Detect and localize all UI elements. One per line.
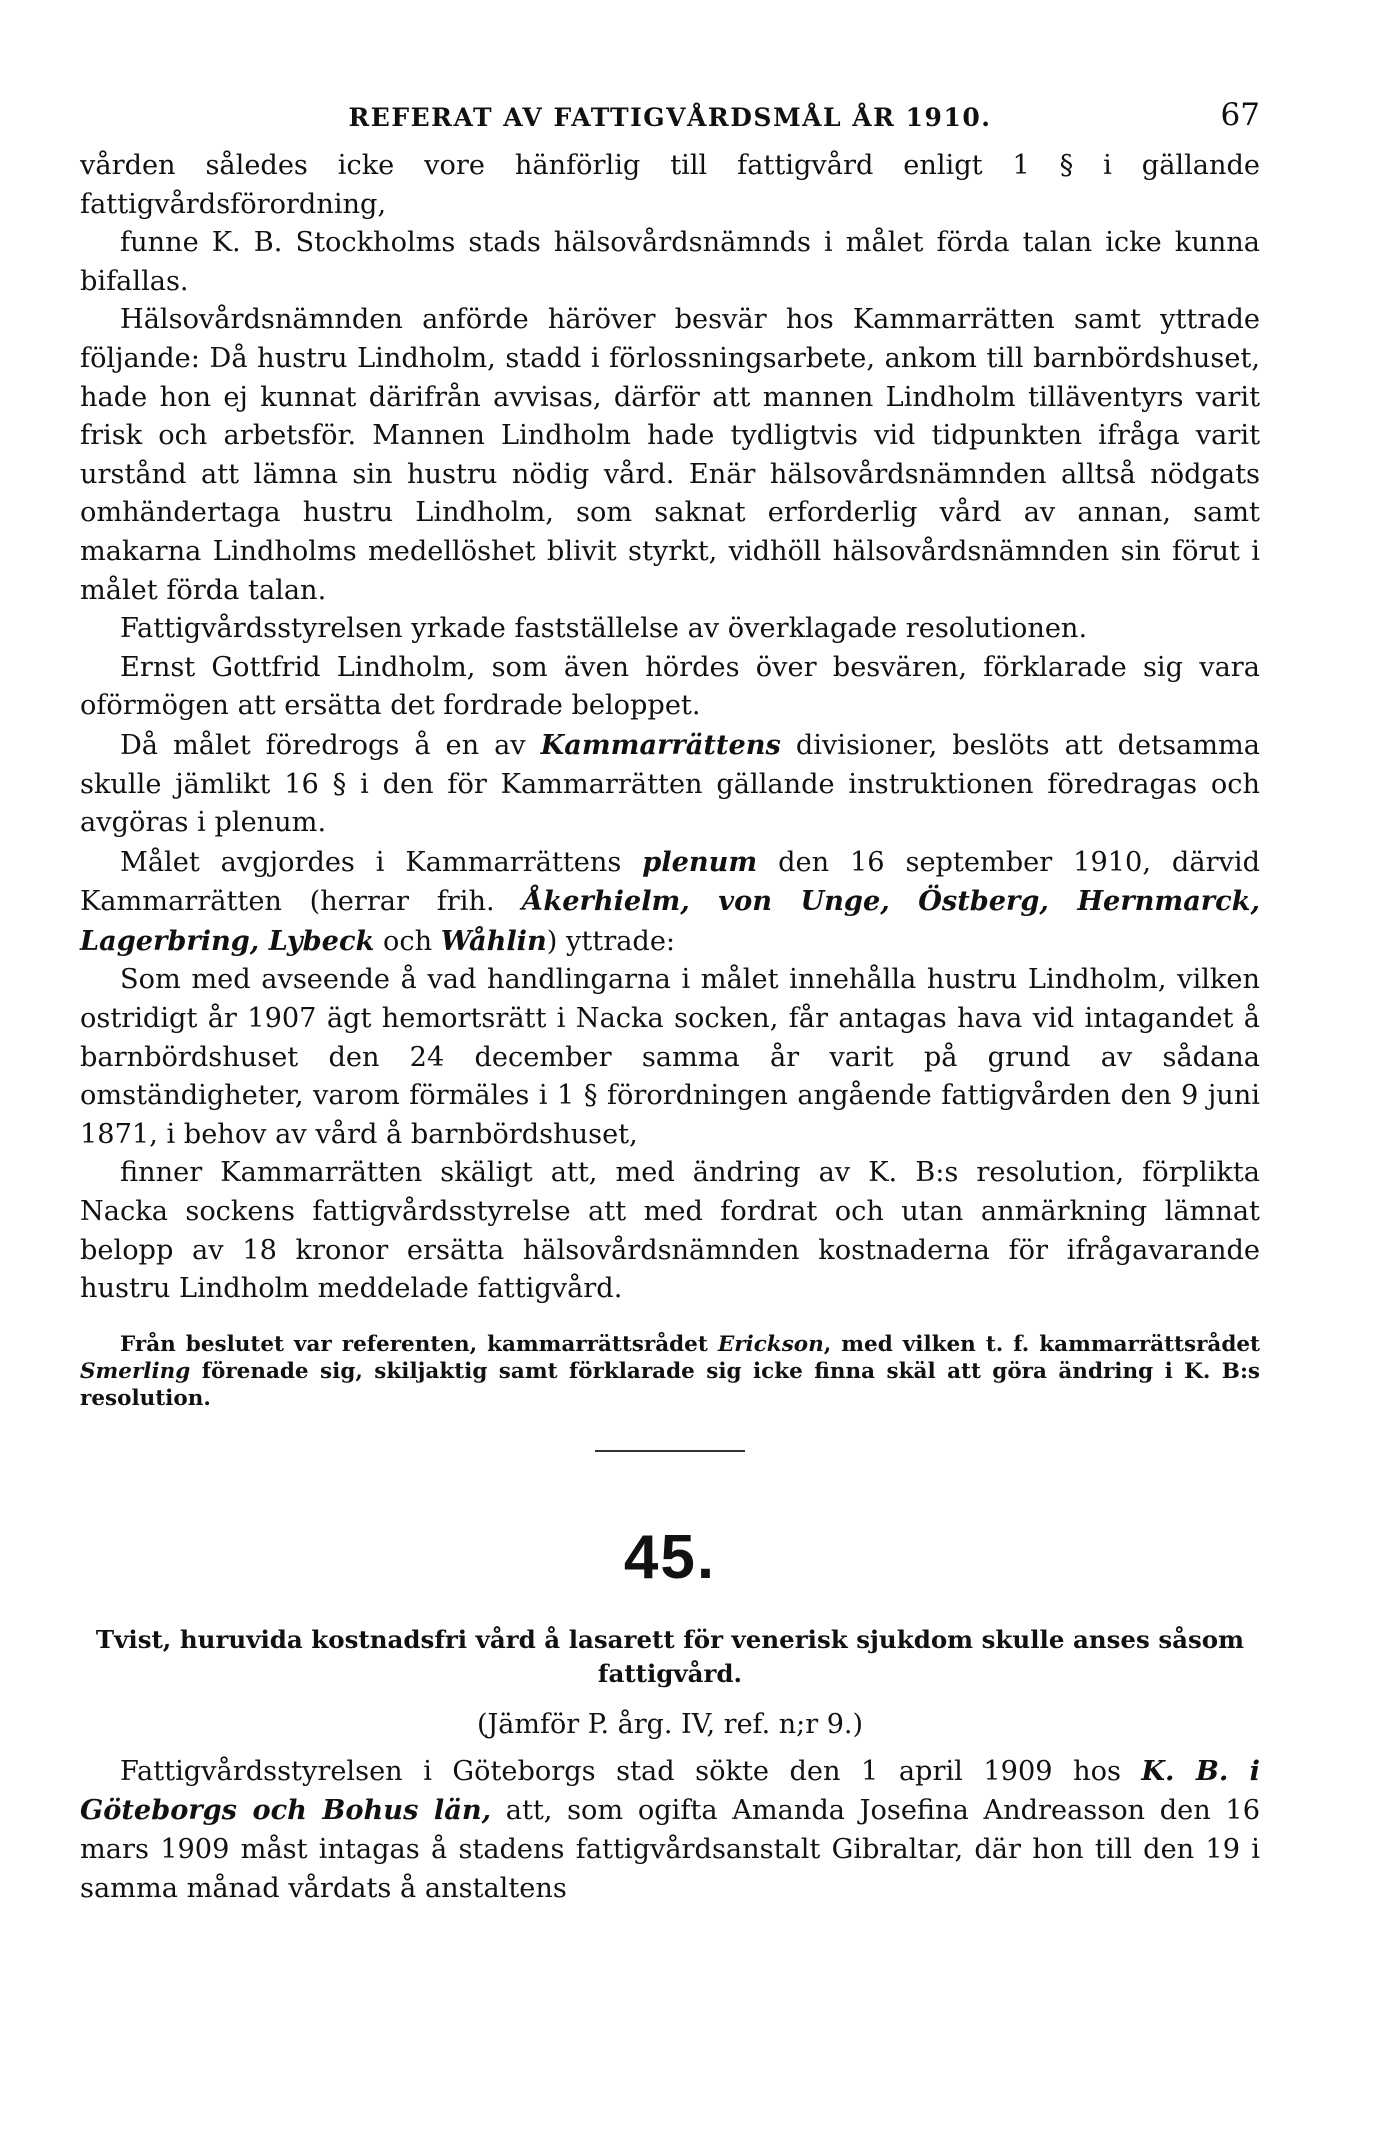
footnote-text-c: , med vilken t. f. kammarrättsrådet (823, 1331, 1260, 1357)
paragraph-7-italic-plenum: plenum (642, 845, 758, 878)
paragraph-7-italic-wahlin: Wåhlin (440, 924, 547, 957)
paragraph-3: Hälsovårdsnämnden anförde häröver besvär hos Kammarrätten samt yttrade följande: Då hustru Lindholm, stadd i förlossningsarbete, ankom till barnbördshuset, hade hon ej kunnat därifrån avvisas, därför att mannen Lindholm tilläventyrs varit frisk och arbetsför. Mannen Lindholm hade tydligtvis vid tidpunkten ifråga varit urstånd att lämna sin hustru nödig vård. Enär hälsovårdsnämnden alltså nödgats omhändertaga hustru Lindholm, som saknat erforderlig vård av annan, samt makarna Lindholms medellöshet blivit styrkt, vidhöll hälsovårdsnämnden sin förut i målet förda talan. (80, 304, 1260, 606)
paragraph-7-text-e: och (374, 925, 441, 957)
paragraph-6 (80, 726, 1260, 843)
case-title: Tvist, huruvida kostnadsfri vård å lasarett för venerisk sjukdom skulle anses såsom fattigvård. (95, 1624, 1245, 1688)
body-text (80, 147, 1260, 1309)
page-number: 67 (1220, 97, 1260, 133)
footnote-italic-erickson: Erickson (717, 1331, 824, 1357)
case-text-c: att, som ogifta Amanda Josefina Andreasson den 16 mars 1909 måst intagas å stadens fattigvårdsanstalt Gibraltar, där hon till den 19 i samma månad vårdats å anstaltens (80, 1795, 1261, 1904)
paragraph-7-text-a: Målet avgjordes i Kammarrättens (120, 846, 643, 878)
paragraph-7-text-c: den 16 september 1910, därvid Kammarrätten (herrar frih. (80, 846, 1260, 918)
case-italic-authority: K. B. i Göteborgs och Bohus län, (80, 1754, 1260, 1827)
paragraph-1: vården således icke vore hänförlig till fattigvård enligt 1 § i gällande fattigvårdsförordning, (80, 150, 1260, 220)
case-paragraph-1 (80, 1752, 1260, 1908)
paragraph-9: finner Kammarrätten skäligt att, med ändring av K. B:s resolution, förplikta Nacka sockens fattigvårdsstyrelse att med fordrat och utan anmärkning lämnat belopp av 18 kronor ersätta hälsovårdsnämnden kostnaderna för ifrågavarande hustru Lindholm meddelade fattigvård. (80, 1157, 1260, 1305)
document-page (80, 95, 1260, 1908)
case-reference: (Jämför P. årg. IV, ref. n;r 9.) (476, 1708, 864, 1740)
case-text-a: Fattigvårdsstyrelsen i Göteborgs stad sökte den 1 april 1909 hos (120, 1755, 1142, 1787)
footnote-text-e: förenade sig, skiljaktig samt förklarade sig icke finna skäl att göra ändring i K. B:s resolution. (80, 1358, 1260, 1411)
footnote-text-a: Från beslutet var referenten, kammarrättsrådet (120, 1331, 718, 1357)
case-body (80, 1752, 1260, 1908)
page-header (80, 95, 1260, 147)
paragraph-2: funne K. B. Stockholms stads hälsovårdsnämnds i målet förda talan icke kunna bifallas. (80, 227, 1260, 297)
paragraph-6-italic: Kammarrättens (540, 728, 781, 761)
paragraph-6-text-a: Då målet föredrogs å en av (120, 729, 541, 761)
paragraph-8: Som med avseende å vad handlingarna i målet innehålla hustru Lindholm, vilken ostridigt år 1907 ägt hemortsrätt i Nacka socken, får antagas hava vid intagandet å barnbördshuset den 24 december samma år varit på grund av sådana omständigheter, varom förmäles i 1 § förordningen angående fattigvården den 9 juni 1871, i behov av vård å barnbördshuset, (80, 964, 1260, 1150)
paragraph-7 (80, 843, 1260, 962)
paragraph-4: Fattigvårdsstyrelsen yrkade fastställelse av överklagade resolutionen. (120, 613, 1088, 645)
footnote (80, 1331, 1260, 1412)
paragraph-6-text-c: divisioner, beslöts att detsamma skulle jämlikt 16 § i den för Kammarrätten gällande instruktionen föredragas och avgöras i plenum. (80, 729, 1260, 839)
case-number: 45. (623, 1522, 717, 1592)
paragraph-5: Ernst Gottfrid Lindholm, som även hördes över besvären, förklarade sig vara oförmögen att ersätta det fordrade beloppet. (80, 651, 1260, 722)
paragraph-7-italic-names: Åkerhielm, von Unge, Östberg, Hernmarck, Lagerbring, Lybeck (80, 885, 1260, 957)
footnote-italic-smerling: Smerling (80, 1358, 191, 1384)
running-title: REFERAT AV FATTIGVÅRDSMÅL ÅR 1910. (348, 103, 992, 132)
paragraph-7-text-g: ) yttrade: (546, 925, 676, 957)
footnote-text (80, 1331, 1260, 1412)
section-divider (595, 1450, 745, 1452)
